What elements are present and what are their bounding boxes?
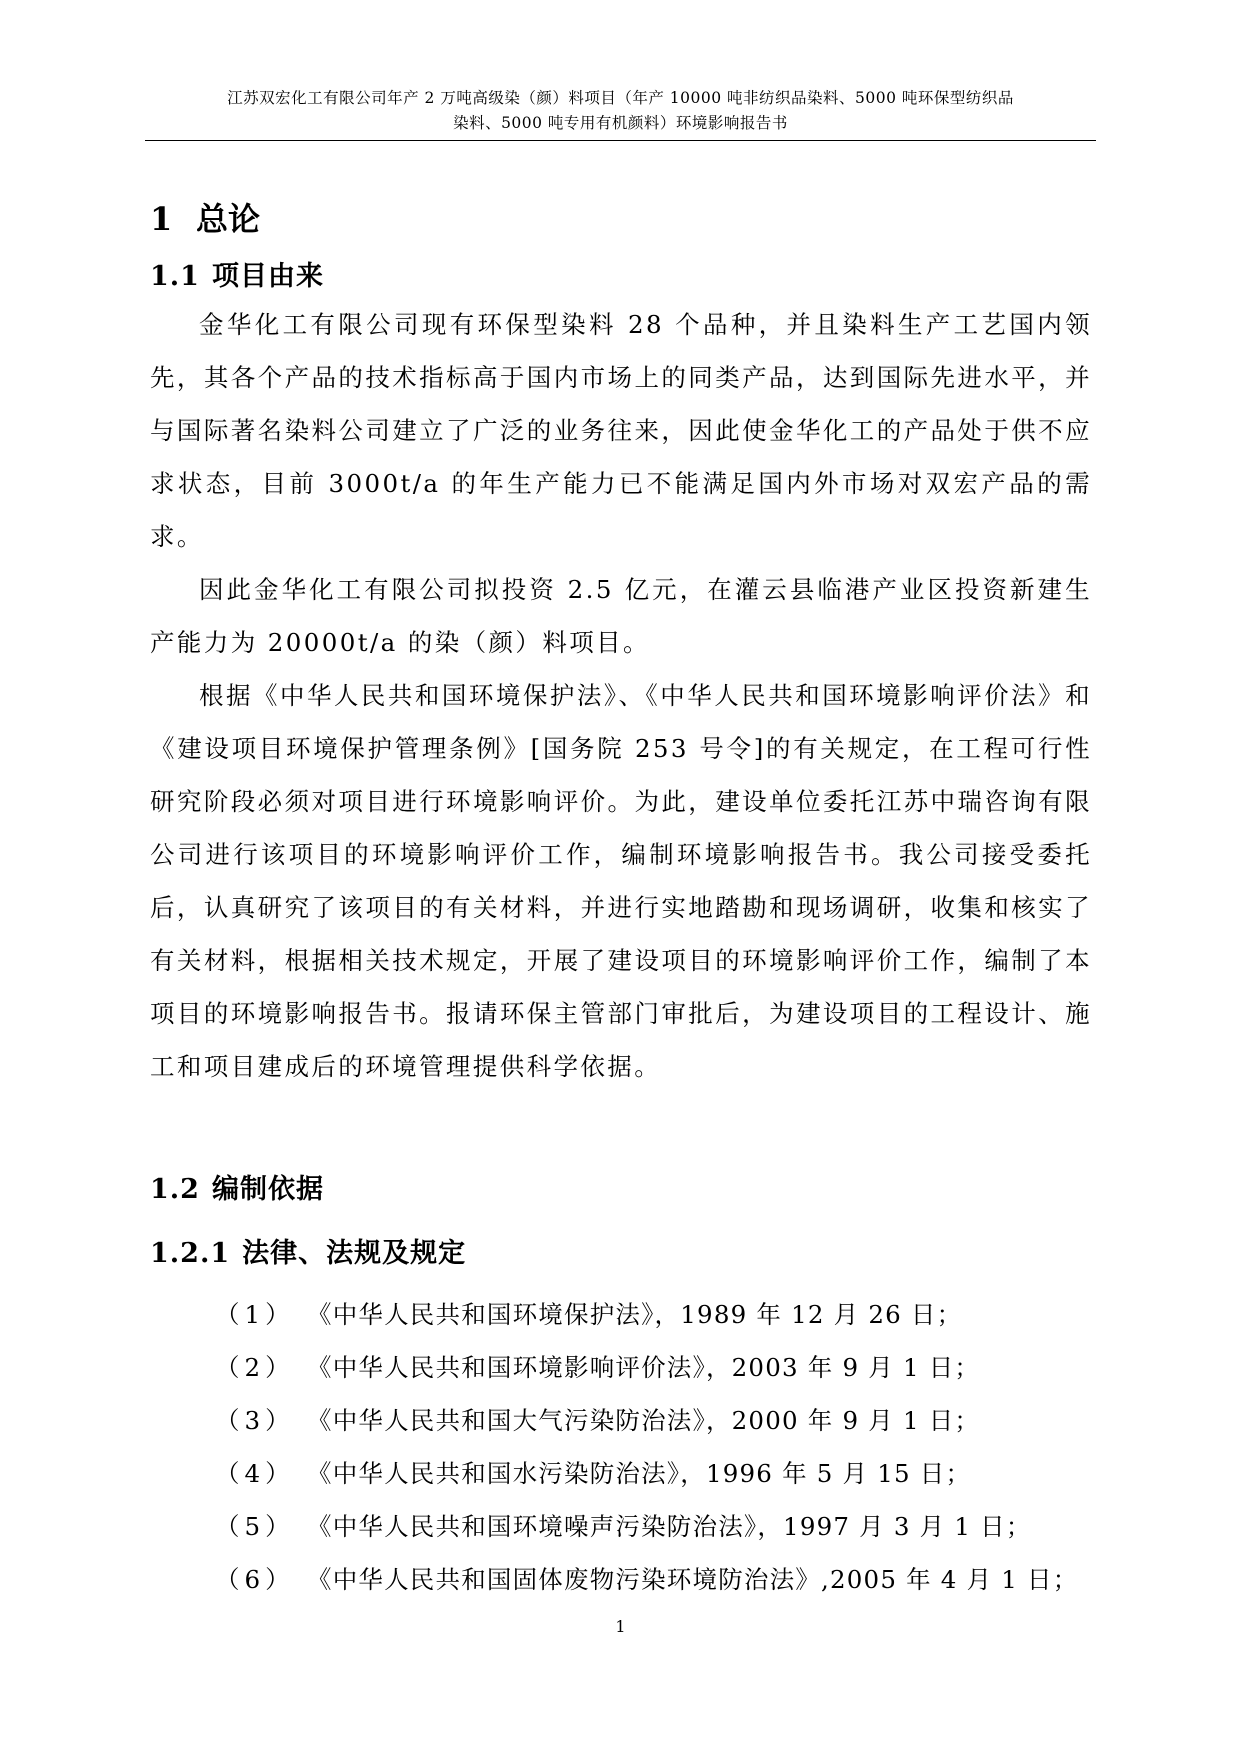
header-line-1: 江苏双宏化工有限公司年产 2 万吨高级染（颜）料项目（年产 10000 吨非纺织品染料、5000 吨环保型纺织品 [227,89,1014,107]
list-item-number: （1） [215,1300,295,1329]
chapter-title: 总论 [196,200,261,238]
section-title: 项目由来 [211,261,324,292]
list-item-number: （2） [215,1353,295,1382]
running-header [145,86,1096,136]
list-item-text: 《中华人民共和国环境噪声污染防治法》，1997 月 3 月 1 日； [307,1512,1032,1541]
subsection-title: 法律、法规及规定 [242,1238,467,1269]
list-item-text: 《中华人民共和国环境保护法》，1989 年 12 月 26 日； [307,1300,963,1329]
header-line-2: 染料、5000 吨专用有机颜料）环境影响报告书 [453,114,788,132]
list-item-text: 《中华人民共和国大气污染防治法》，2000 年 9 月 1 日； [307,1406,981,1435]
section-title: 编制依据 [211,1174,324,1205]
subsection-heading-1-2-1 [150,1234,466,1274]
list-item-number: （6） [215,1565,295,1594]
list-item-text: 《中华人民共和国固体废物污染环境防治法》,2005 年 4 月 1 日； [307,1565,1079,1594]
subsection-number: 1.2.1 [150,1238,231,1269]
list-item-text: 《中华人民共和国水污染防治法》，1996 年 5 月 15 日； [307,1459,972,1488]
section-number: 1.2 [150,1174,200,1205]
section-heading-1-1 [150,257,324,297]
list-item-number: （4） [215,1459,295,1488]
list-item [150,1447,1100,1500]
paragraph-1: 金华化工有限公司现有环保型染料 28 个品种，并且染料生产工艺国内领先，其各个产品的技术指标高于国内市场上的同类产品，达到国际先进水平，并与国际著名染料公司建立了广泛的业务往来，因此使金华化工的产品处于供不应求状态，目前 3000t/a 的年生产能力已不能满足国内外市场对双宏产品的需求。 [150,310,1092,551]
section-heading-1-2 [150,1170,324,1210]
list-item [150,1288,1100,1341]
list-item [150,1500,1100,1553]
list-item-number: （3） [215,1406,295,1435]
regulation-list [150,1288,1100,1606]
section-number: 1.1 [150,261,200,292]
header-divider [145,140,1096,141]
chapter-number: 1 [150,200,173,238]
list-item [150,1553,1100,1606]
section-1-1-body [150,298,1092,1093]
list-item [150,1394,1100,1447]
list-item-text: 《中华人民共和国环境影响评价法》，2003 年 9 月 1 日； [307,1353,981,1382]
list-item-number: （5） [215,1512,295,1541]
paragraph-2: 因此金华化工有限公司拟投资 2.5 亿元，在灌云县临港产业区投资新建生产能力为 20000t/a 的染（颜）料项目。 [150,575,1092,657]
chapter-heading [150,197,260,241]
page-number: 1 [615,1617,626,1636]
list-item [150,1341,1100,1394]
paragraph-3: 根据《中华人民共和国环境保护法》、《中华人民共和国环境影响评价法》和《建设项目环境保护管理条例》[国务院 253 号令]的有关规定，在工程可行性研究阶段必须对项目进行环境影响评价。为此，建设单位委托江苏中瑞咨询有限公司进行该项目的环境影响评价工作，编制环境影响报告书。我公司接受委托后，认真研究了该项目的有关材料，并进行实地踏勘和现场调研，收集和核实了有关材料，根据相关技术规定，开展了建设项目的环境影响评价工作，编制了本项目的环境影响报告书。报请环保主管部门审批后，为建设项目的工程设计、施工和项目建成后的环境管理提供科学依据。 [150,681,1092,1081]
